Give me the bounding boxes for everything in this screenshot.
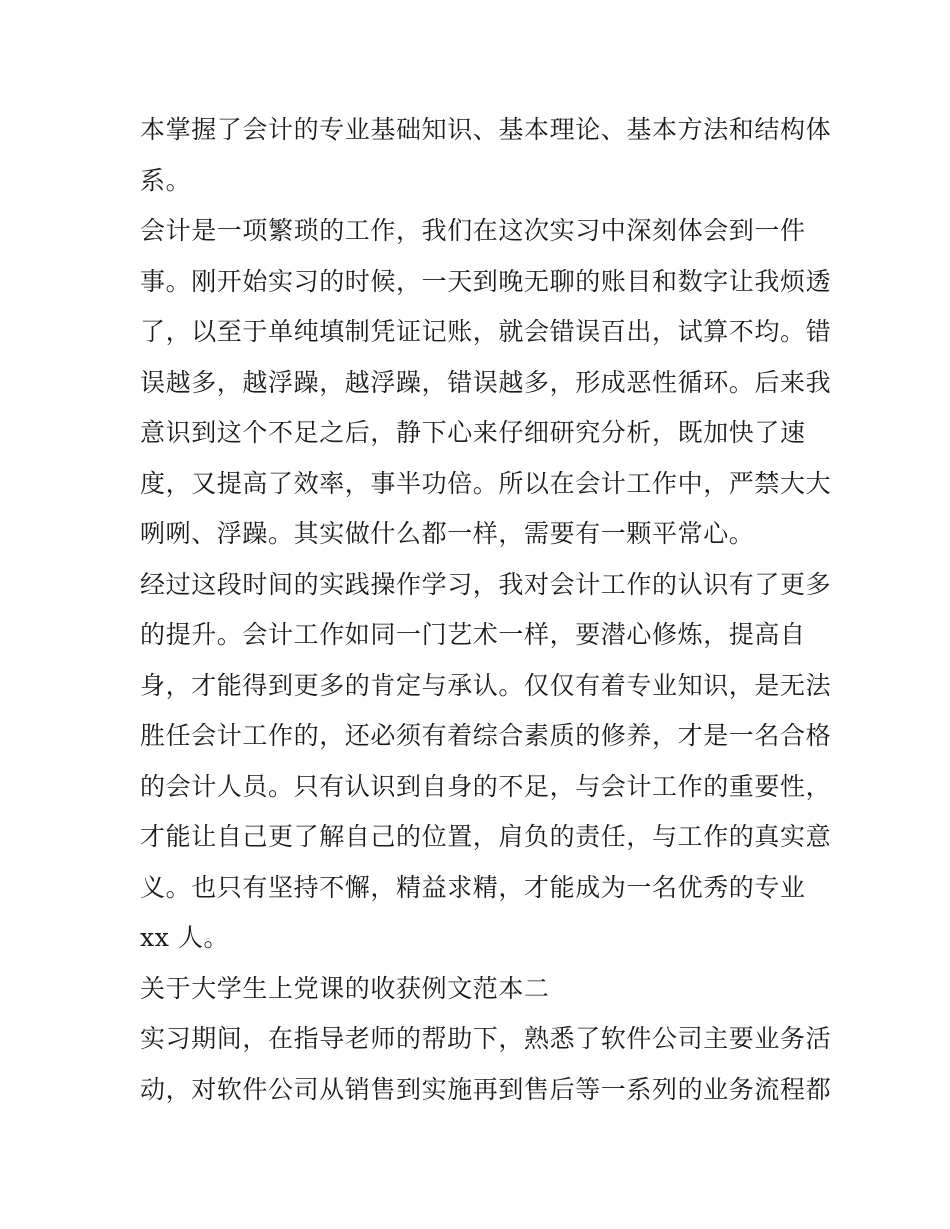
text-line: 身，才能得到更多的肯定与承认。仅仅有着专业知识，是无法: [140, 670, 832, 700]
section-heading: 关于大学生上党课的收获例文范本二: [140, 973, 550, 1003]
text-line: 动，对软件公司从销售到实施再到售后等一系列的业务流程都: [140, 1074, 832, 1104]
text-line: xx 人。: [140, 923, 230, 952]
text-line: 经过这段时间的实践操作学习，我对会计工作的认识有了更多: [140, 569, 832, 599]
body-text: [140, 105, 832, 1115]
text-line: 误越多，越浮躁，越浮躁，错误越多，形成恶性循环。后来我: [140, 367, 832, 397]
text-line: 本掌握了会计的专业基础知识、基本理论、基本方法和结构体: [140, 115, 832, 144]
text-line: 义。也只有坚持不懈，精益求精，才能成为一名优秀的专业: [140, 872, 806, 902]
text-line: 胜任会计工作的，还必须有着综合素质的修养，才是一名合格: [140, 721, 832, 750]
text-line: 意识到这个不足之后，静下心来仔细研究分析，既加快了速: [140, 418, 806, 447]
text-line: 系。: [140, 165, 192, 195]
text-line: 咧咧、浮躁。其实做什么都一样，需要有一颗平常心。: [140, 519, 755, 548]
text-line: 了，以至于单纯填制凭证记账，就会错误百出，试算不均。错: [140, 317, 832, 346]
text-line: 会计是一项繁琐的工作，我们在这次实习中深刻体会到一件: [140, 216, 806, 245]
text-line: 度，又提高了效率，事半功倍。所以在会计工作中，严禁大大: [140, 468, 832, 498]
text-line: 事。刚开始实习的时候，一天到晚无聊的账目和数字让我烦透: [140, 266, 832, 296]
text-line: 才能让自己更了解自己的位置，肩负的责任，与工作的真实意: [140, 822, 832, 851]
text-line: 的会计人员。只有认识到自身的不足，与会计工作的重要性，: [140, 771, 832, 801]
text-line: 实习期间，在指导老师的帮助下，熟悉了软件公司主要业务活: [140, 1024, 832, 1053]
text-line: 的提升。会计工作如同一门艺术一样，要潜心修炼，提高自: [140, 620, 806, 649]
